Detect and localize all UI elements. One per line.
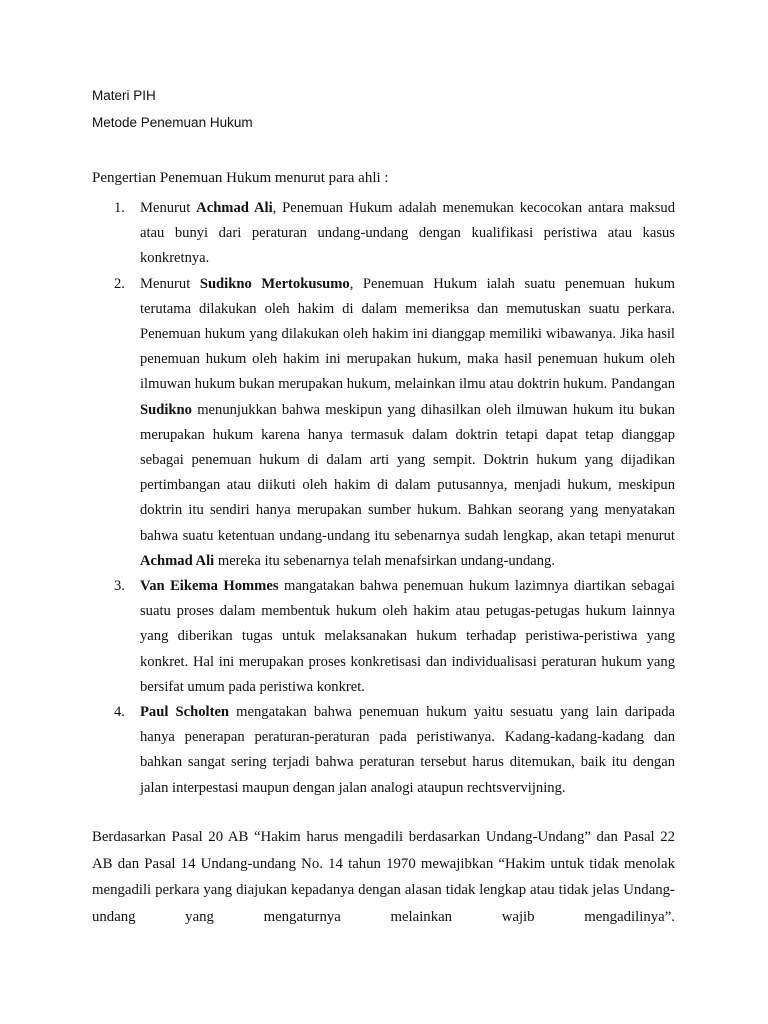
list-item	[92, 574, 675, 700]
list-item-number: 2.	[114, 275, 125, 292]
text-run: mengatakan bahwa penemuan hukum yaitu sesuatu yang lain daripada hanya penerapan peraturan-peraturan pada peristiwanya. Kadang-kadang-kadang dan bahkan sangat sering terjadi bahwa peraturan tersebut harus ditemukan, baik itu dengan jalan interpestasi maupun dengan jalan analogi ataupun rechtsvervijning.	[140, 704, 676, 796]
text-run: Menurut	[140, 200, 197, 216]
header-title: Materi PIH	[92, 88, 156, 103]
definitions-list	[92, 196, 675, 801]
list-item-number: 3.	[114, 578, 125, 595]
text-run: mereka itu sebenarnya telah menafsirkan undang-undang.	[214, 552, 555, 569]
list-item-text	[140, 196, 675, 272]
bold-name: Sudikno	[140, 401, 192, 418]
list-item-text	[140, 272, 675, 574]
bold-name: Paul Scholten	[140, 704, 230, 721]
bold-name: Van Eikema Hommes	[140, 578, 279, 595]
bold-name: Sudikno Mertokusumo	[199, 275, 350, 292]
text-run: , Penemuan Hukum ialah suatu penemuan hukum terutama dilakukan oleh hakim di dalam memeriksa dan memutuskan suatu perkara. Penemuan hukum yang dilakukan oleh hakim ini dianggap memiliki wibawanya. Jika hasil penemuan hukum oleh hakim ini merupakan hukum, maka hasil penemuan hukum oleh ilmuwan hukum bukan merupakan hukum, melainkan ilmu atau doktrin hukum. Pandangan	[140, 275, 676, 393]
list-item-number: 1.	[114, 200, 125, 216]
intro-text: Pengertian Penemuan Hukum menurut para ahli :	[92, 170, 389, 186]
text-run: mangatakan bahwa penemuan hukum lazimnya diartikan sebagai suatu proses dalam membentuk hukum oleh hakim atau petugas-petugas hukum lainnya yang diberikan tugas untuk melaksanakan hukum terhadap peristiwa-peristiwa yang konkret. Hal ini merupakan proses konkretisasi dan individualisasi peraturan hukum yang bersifat umum pada peristiwa konkret.	[140, 578, 675, 695]
list-item-number: 4.	[114, 704, 125, 721]
list-item-text	[140, 574, 675, 700]
list-item	[92, 272, 675, 574]
text-run: , Penemuan Hukum adalah menemukan kecocokan antara maksud atau bunyi dari peraturan undang-undang dengan kualifikasi peristiwa atau kasus konkretnya.	[140, 200, 675, 267]
text-run: menunjukkan bahwa meskipun yang dihasilkan oleh ilmuwan hukum itu bukan merupakan hukum karena hanya termasuk dalam doktrin tetapi dapat tetap dianggap sebagai penemuan hukum di dalam arti yang sempit. Doktrin hukum yang dijadikan pertimbangan atau diikuti oleh hakim di dalam putusannya, menjadi hukum, meskipun doktrin itu sendiri hanya merupakan sumber hukum. Bahkan seorang yang menyatakan bahwa suatu ketentuan undang-undang itu sebenarnya sudah lengkap, akan tetapi menurut	[140, 401, 675, 544]
closing-paragraph	[92, 824, 675, 930]
list-item	[92, 700, 675, 801]
list-item-text	[140, 700, 675, 801]
closing-text: Berdasarkan Pasal 20 AB “Hakim harus mengadili berdasarkan Undang-Undang” dan Pasal 22 AB dan Pasal 14 Undang-undang No. 14 tahun 1970 mewajibkan “Hakim untuk tidak menolak mengadili perkara yang diajukan kepadanya dengan alasan tidak lengkap atau tidak jelas Undang-undang yang mengaturnya melainkan wajib mengadilinya”.	[92, 829, 675, 925]
text-run: Menurut	[140, 275, 200, 292]
bold-name: Achmad Ali	[140, 552, 215, 569]
bold-name: Achmad Ali	[196, 200, 273, 216]
header-subtitle: Metode Penemuan Hukum	[92, 115, 253, 130]
list-item	[92, 196, 675, 272]
